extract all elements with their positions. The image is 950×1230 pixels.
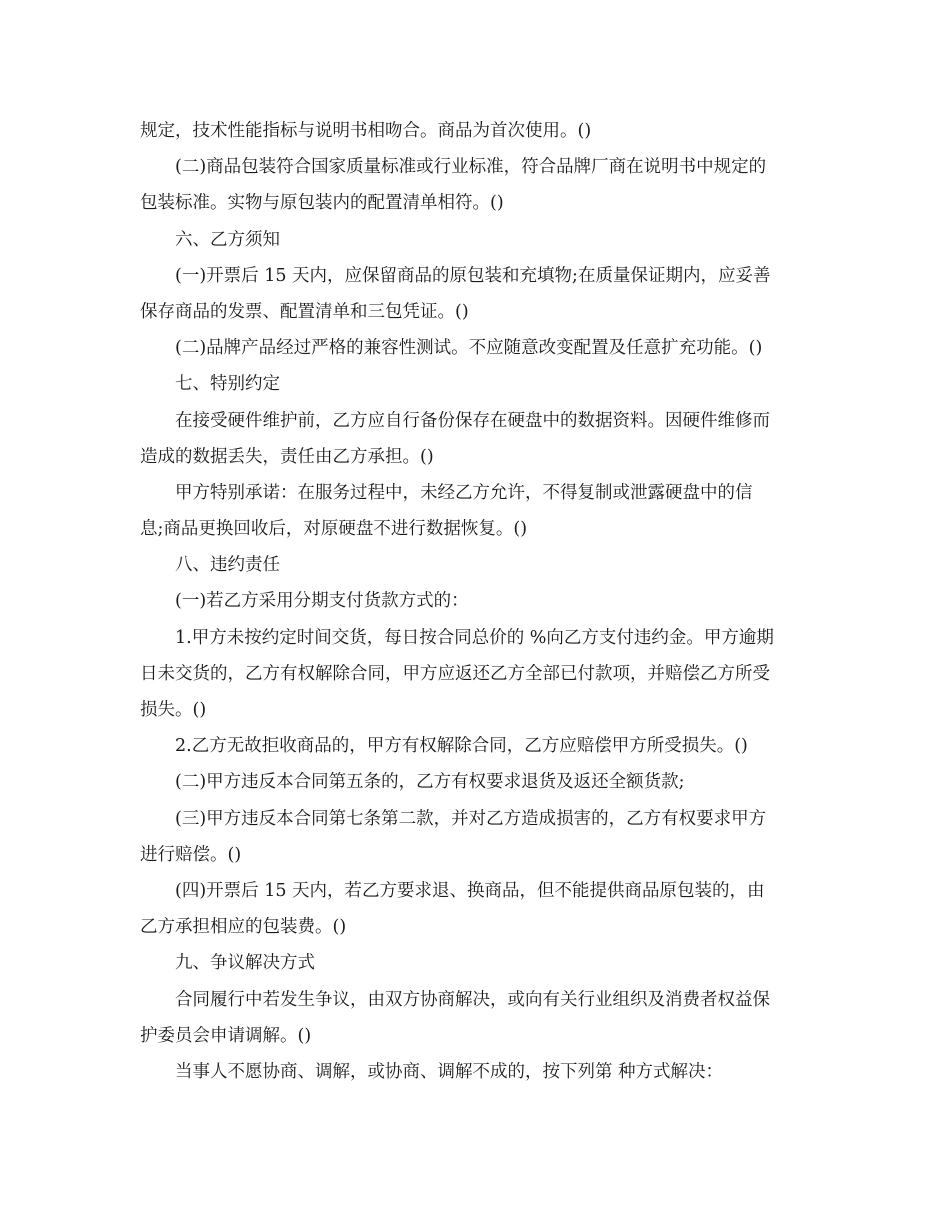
text-line: 造成的数据丢失，责任由乙方承担。() xyxy=(140,446,434,467)
section-heading: 八、违约责任 xyxy=(175,555,280,576)
text-line: 进行赔偿。() xyxy=(140,844,242,865)
text-line: 护委员会申请调解。() xyxy=(140,1025,312,1046)
text-line: (四)开票后 15 天内，若乙方要求退、换商品，但不能提供商品原包装的，由 xyxy=(175,880,765,901)
text-line: (二)商品包装符合国家质量标准或行业标准，符合品牌厂商在说明书中规定的 xyxy=(175,157,767,178)
text-line: (一)开票后 15 天内，应保留商品的原包装和充填物;在质量保证期内，应妥善 xyxy=(175,265,771,286)
text-line: 损失。() xyxy=(140,700,207,720)
section-heading: 七、特别约定 xyxy=(175,374,280,395)
text-line: (二)甲方违反本合同第五条的，乙方有权要求退货及返还全额货款; xyxy=(175,772,685,793)
text-line: 乙方承担相应的包装费。() xyxy=(140,917,347,938)
text-line: 保存商品的发票、配置清单和三包凭证。() xyxy=(140,301,469,322)
text-line: 合同履行中若发生争议，由双方协商解决，或向有关行业组织及消费者权益保 xyxy=(175,989,770,1010)
text-line: 甲方特别承诺：在服务过程中，未经乙方允许，不得复制或泄露硬盘中的信 xyxy=(175,482,753,503)
text-line: 包装标准。实物与原包装内的配置清单相符。() xyxy=(140,193,504,214)
text-line: (三)甲方违反本合同第七条第二款，并对乙方造成损害的，乙方有权要求甲方 xyxy=(175,808,767,829)
section-heading: 六、乙方须知 xyxy=(175,229,280,250)
text-line: 息;商品更换回收后，对原硬盘不进行数据恢复。() xyxy=(140,519,528,540)
text-line: 1.甲方未按约定时间交货，每日按合同总价的 %向乙方支付违约金。甲方逾期 xyxy=(175,627,774,648)
text-line: (一)若乙方采用分期支付货款方式的： xyxy=(175,591,469,612)
text-line: 2.乙方无故拒收商品的，甲方有权解除合同，乙方应赔偿甲方所受损失。() xyxy=(175,736,748,757)
text-line: 日未交货的，乙方有权解除合同，甲方应返还乙方全部已付款项，并赔偿乙方所受 xyxy=(140,663,770,684)
document-body xyxy=(140,113,815,1090)
text-line: 规定，技术性能指标与说明书相吻合。商品为首次使用。() xyxy=(140,121,592,141)
section-heading: 九、争议解决方式 xyxy=(175,953,315,974)
text-line: (二)品牌产品经过严格的兼容性测试。不应随意改变配置及任意扩充功能。() xyxy=(175,338,763,359)
text-line: 当事人不愿协商、调解，或协商、调解不成的，按下列第 种方式解决： xyxy=(175,1061,724,1082)
text-line: 在接受硬件维护前，乙方应自行备份保存在硬盘中的数据资料。因硬件维修而 xyxy=(175,410,770,431)
